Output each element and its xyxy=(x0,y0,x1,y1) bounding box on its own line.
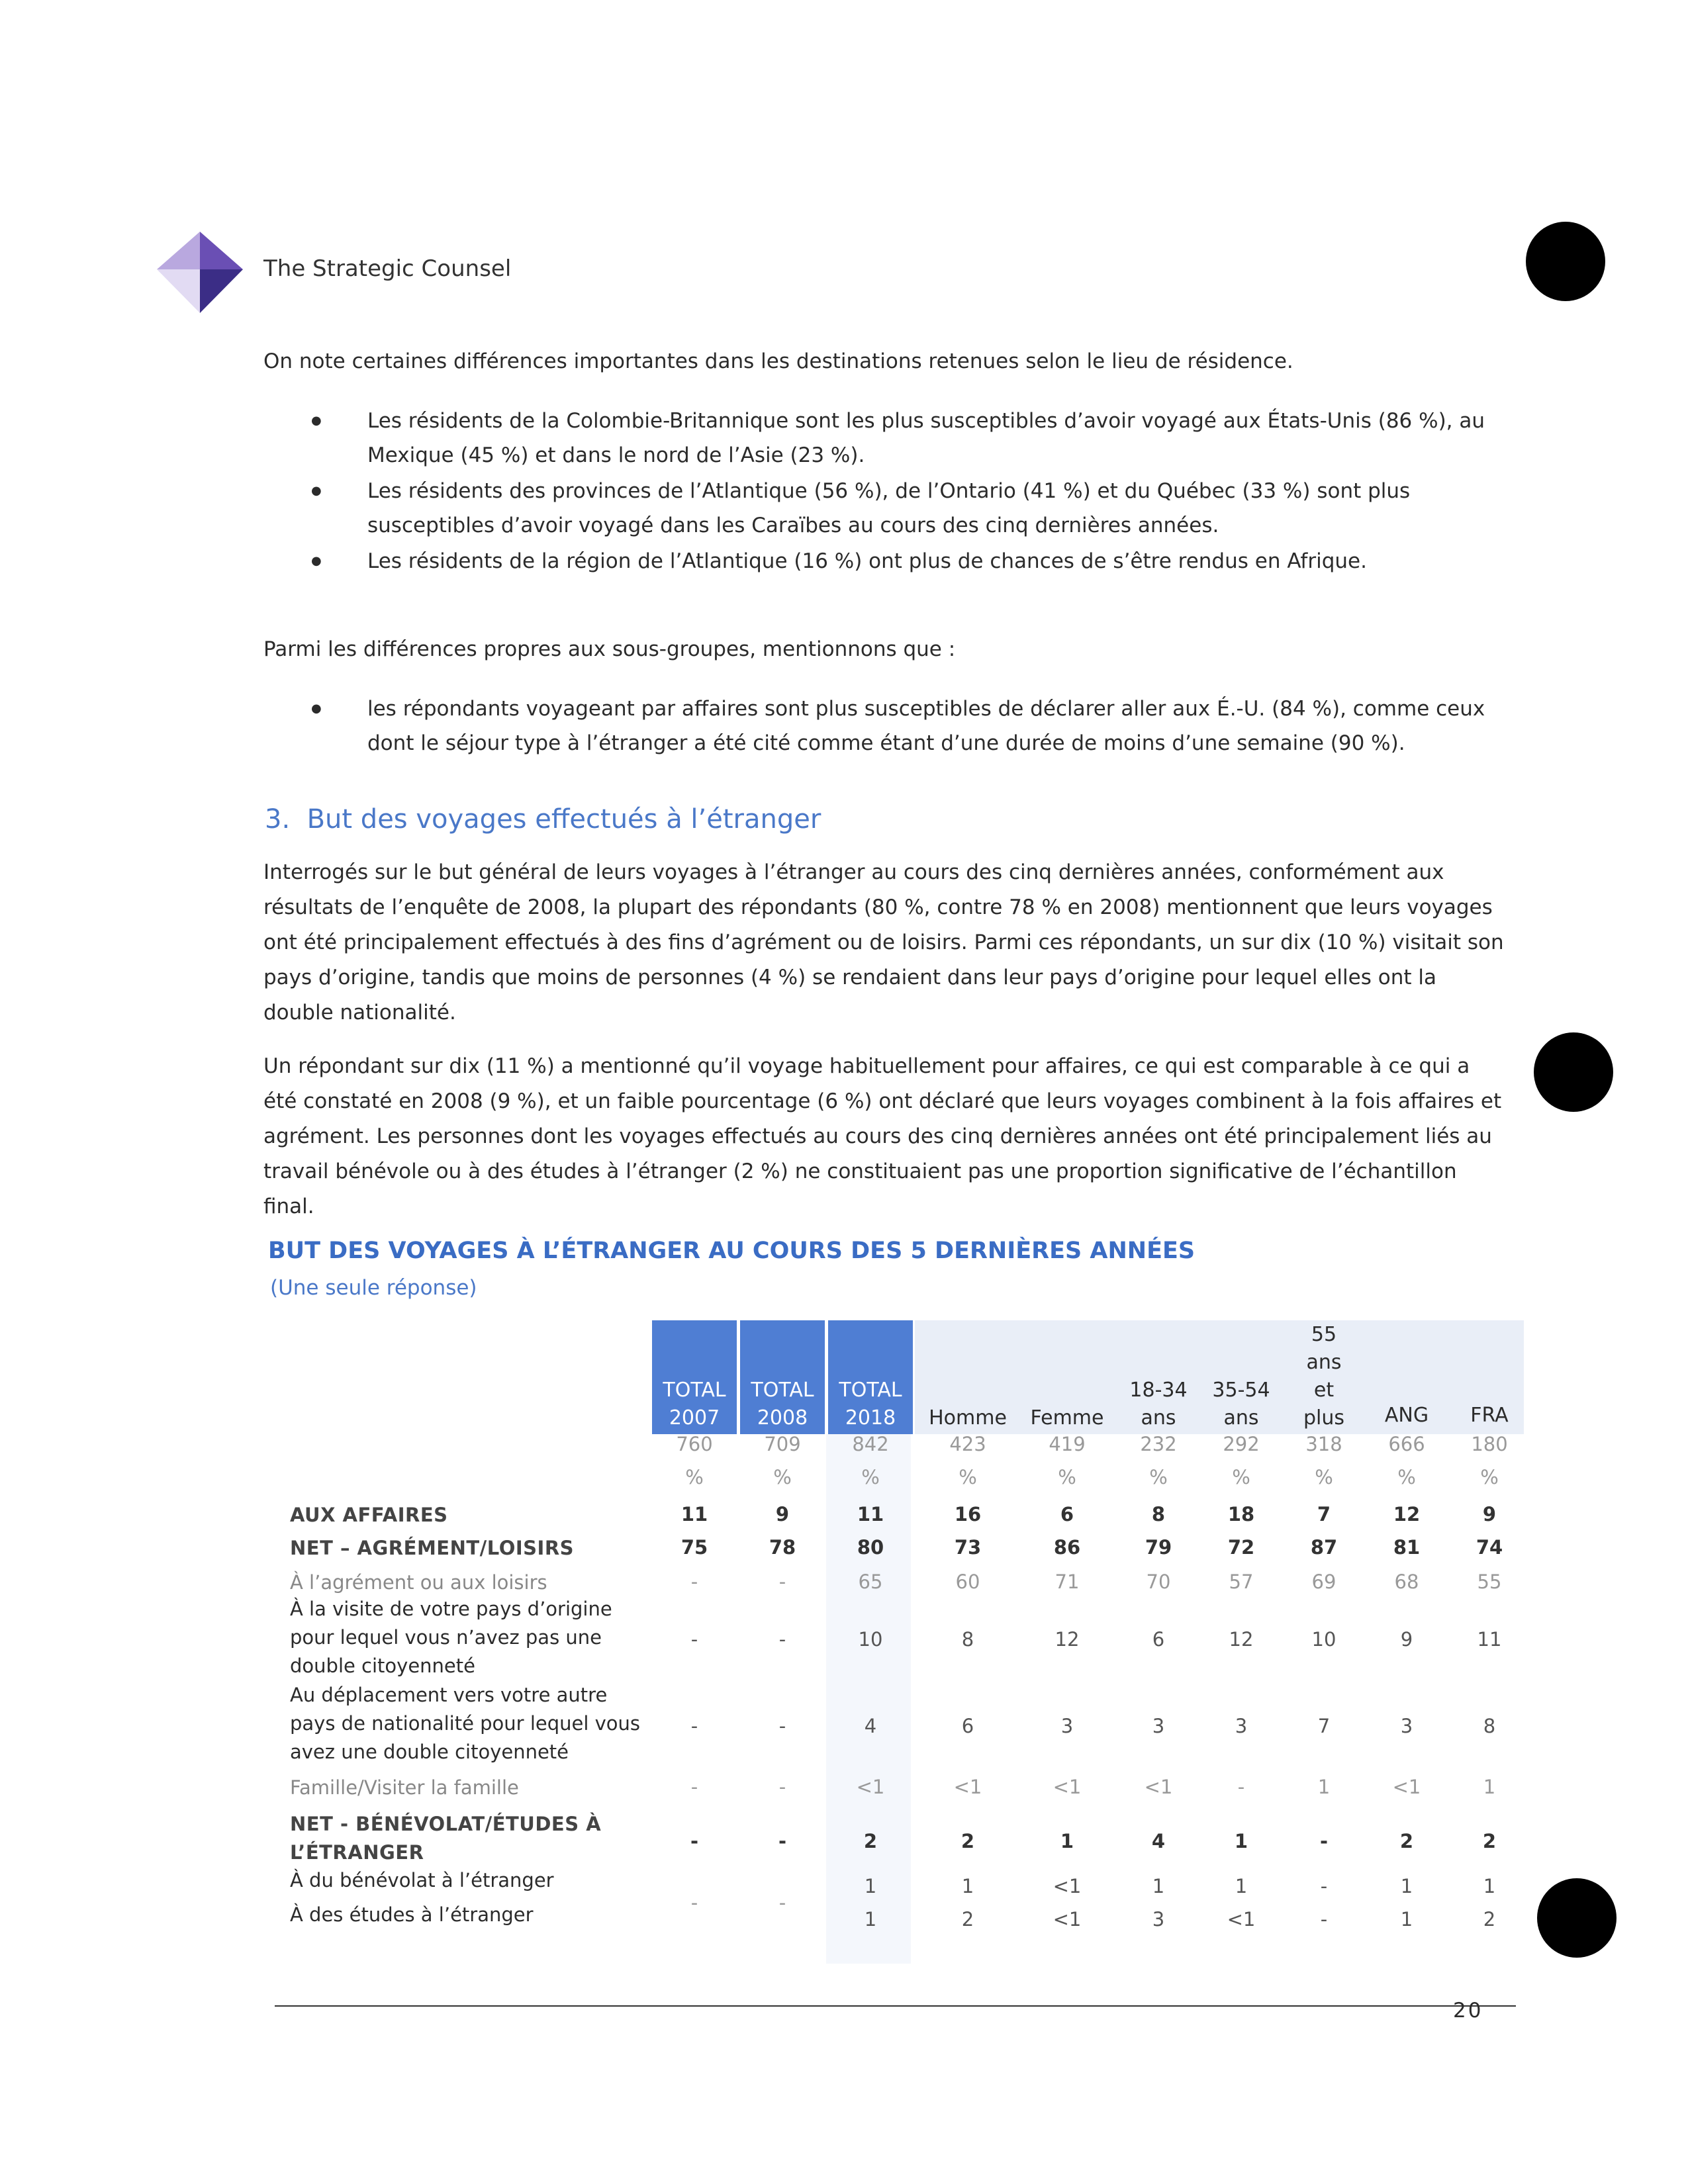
table-cell: 70 xyxy=(1146,1570,1171,1593)
table-cell: 78 xyxy=(769,1536,796,1559)
table-cell: 68 xyxy=(1394,1570,1419,1593)
table-cell: 3 xyxy=(1152,1715,1165,1737)
col-header-fra: FRA xyxy=(1470,1404,1509,1427)
table-cell: 3 xyxy=(1152,1908,1165,1931)
table-cell: - xyxy=(690,1628,698,1651)
table-cell: 1 xyxy=(1483,1875,1496,1897)
table-cell: 2 xyxy=(1482,1830,1497,1852)
list-item: ● Les résidents des provinces de l’Atlantique (56 %), de l’Ontario (41 %) et du Québec (33 %) sont plus susceptibles d’avoir voyagé dans les Caraïbes au cours des cinq dernières années. xyxy=(311,474,1496,543)
table-cell: <1 xyxy=(953,1776,982,1798)
col-header-35-54: 35-54 ans xyxy=(1212,1379,1270,1430)
percent-symbol: % xyxy=(1315,1466,1333,1488)
table-cell: 2 xyxy=(961,1830,975,1852)
table-cell: 1 xyxy=(864,1908,877,1931)
table-cell: - xyxy=(778,1891,786,1914)
table-cell: 2 xyxy=(1399,1830,1414,1852)
table-cell: 1 xyxy=(961,1875,974,1897)
table-cell: 9 xyxy=(1400,1628,1413,1651)
col-header-total-2007: TOTAL 2007 xyxy=(663,1379,726,1430)
punch-hole-middle xyxy=(1534,1032,1613,1112)
table-cell: - xyxy=(690,1715,698,1737)
col-header-55-plus: 55 ans et plus xyxy=(1303,1323,1345,1430)
table-cell: 1 xyxy=(1483,1776,1496,1798)
row-label: À la visite de votre pays d’origine pour lequel vous n’avez pas une double citoyenneté xyxy=(290,1598,612,1677)
table-cell: 75 xyxy=(680,1536,708,1559)
table-cell: 79 xyxy=(1145,1536,1172,1559)
col-header-18-34: 18-34 ans xyxy=(1129,1379,1188,1430)
percent-symbol: % xyxy=(1149,1466,1168,1488)
table-cell: 3 xyxy=(1235,1715,1248,1737)
table-cell: 1 xyxy=(1060,1830,1074,1852)
subgroups-intro: Parmi les différences propres aux sous-groupes, mentionnons que : xyxy=(263,637,956,661)
table-cell: 1 xyxy=(1400,1908,1413,1931)
table-cell: 10 xyxy=(1311,1628,1336,1651)
table-cell: 6 xyxy=(1152,1628,1165,1651)
table-cell: 65 xyxy=(858,1570,883,1593)
table-cell: <1 xyxy=(1053,1776,1082,1798)
table-cell: 7 xyxy=(1317,1715,1331,1737)
col-header-total-2018: TOTAL 2018 xyxy=(839,1379,902,1430)
table-cell: 72 xyxy=(1227,1536,1255,1559)
table-cell: 1 xyxy=(1234,1830,1248,1852)
base-count: 423 xyxy=(949,1433,986,1455)
table-cell: 4 xyxy=(864,1715,877,1737)
table-cell: 60 xyxy=(955,1570,980,1593)
table-cell: 18 xyxy=(1227,1503,1255,1525)
col-header-ang: ANG xyxy=(1384,1404,1429,1427)
base-count: 180 xyxy=(1471,1433,1508,1455)
table-cell: - xyxy=(778,1570,786,1593)
body-paragraph-2: Un répondant sur dix (11 %) a mentionné qu’il voyage habituellement pour affaires, ce qui est comparable à ce qui a été constaté en 2008 (9 %), et un faible pourcentage (6 %) ont déclaré que leurs voyages combinent à la fois affaires et agrément. Les personnes dont les voyages effectués au cours des cinq dernières années ont été principalement liés au travail bénévole ou à des études à l’étranger (2 %) ne constituaient pas une proportion significative de l’échantillon final. xyxy=(263,1054,1502,1218)
footer-divider xyxy=(275,2005,1516,2007)
table-cell: 9 xyxy=(1482,1503,1497,1525)
table-cell: 11 xyxy=(1477,1628,1502,1651)
page-number: 20 xyxy=(1453,1999,1483,2023)
list-item: ● Les résidents de la région de l’Atlantique (16 %) ont plus de chances de s’être rendus en Afrique. xyxy=(311,544,1496,578)
table-cell: <1 xyxy=(1053,1875,1082,1897)
table-cell: 80 xyxy=(857,1536,884,1559)
table-cell: 6 xyxy=(1060,1503,1074,1525)
table-cell: - xyxy=(778,1776,786,1798)
table-cell: 8 xyxy=(1151,1503,1166,1525)
table-cell: 12 xyxy=(1393,1503,1421,1525)
base-count: 318 xyxy=(1305,1433,1342,1455)
section-heading xyxy=(265,804,821,835)
percent-symbol: % xyxy=(685,1466,704,1488)
col-header-total-2008: TOTAL 2008 xyxy=(751,1379,814,1430)
table-cell: - xyxy=(778,1715,786,1737)
percent-symbol: % xyxy=(1480,1466,1499,1488)
table-cell: 1 xyxy=(864,1875,877,1897)
table-cell: 1 xyxy=(1400,1875,1413,1897)
table-cell: 57 xyxy=(1229,1570,1254,1593)
table-subtitle: (Une seule réponse) xyxy=(270,1276,477,1300)
intro-paragraph: On note certaines différences importantes dans les destinations retenues selon le lieu de résidence. xyxy=(263,349,1293,373)
table-cell: 1 xyxy=(1152,1875,1165,1897)
residence-bullet-list xyxy=(311,404,1496,580)
table-cell: - xyxy=(778,1628,786,1651)
table-cell: 11 xyxy=(857,1503,884,1525)
percent-symbol: % xyxy=(861,1466,880,1488)
list-item: ● Les résidents de la Colombie-Britannique sont les plus susceptibles d’avoir voyagé aux États-Unis (86 %), au Mexique (45 %) et dans le nord de l’Asie (23 %). xyxy=(311,404,1496,473)
row-label: À l’agrément ou aux loisirs xyxy=(290,1571,547,1594)
table-cell: 16 xyxy=(954,1503,982,1525)
table-cell: 1 xyxy=(1317,1776,1331,1798)
table-cell: 71 xyxy=(1055,1570,1080,1593)
table-cell: 73 xyxy=(954,1536,982,1559)
base-count: 709 xyxy=(764,1433,801,1455)
row-label: Famille/Visiter la famille xyxy=(290,1776,519,1799)
punch-hole-bottom xyxy=(1537,1878,1617,1958)
percent-symbol: % xyxy=(1232,1466,1250,1488)
list-item: ● les répondants voyageant par affaires sont plus susceptibles de déclarer aller aux É.-U. (84 %), comme ceux dont le séjour type à l’étranger a été cité comme étant d’une durée de moins d’une semaine (90 %). xyxy=(311,692,1496,760)
table-cell: 1 xyxy=(1235,1875,1248,1897)
table-cell: 69 xyxy=(1311,1570,1336,1593)
table-cell: 55 xyxy=(1477,1570,1502,1593)
table-cell: 8 xyxy=(961,1628,974,1651)
table-cell: 4 xyxy=(1151,1830,1166,1852)
subgroups-bullet-list xyxy=(311,692,1496,762)
logo-text: The Strategic Counsel xyxy=(263,255,512,282)
punch-hole-top xyxy=(1526,222,1605,301)
table-cell: 2 xyxy=(1483,1908,1496,1931)
row-label: NET – AGRÉMENT/LOISIRS xyxy=(290,1537,575,1559)
table-cell: 86 xyxy=(1053,1536,1081,1559)
base-count: 666 xyxy=(1388,1433,1425,1455)
table-cell: 9 xyxy=(775,1503,790,1525)
base-count: 292 xyxy=(1223,1433,1260,1455)
base-count: 419 xyxy=(1049,1433,1086,1455)
table-cell: 8 xyxy=(1483,1715,1496,1737)
table-cell: 12 xyxy=(1055,1628,1080,1651)
percent-symbol: % xyxy=(773,1466,792,1488)
section-title: But des voyages effectués à l’étranger xyxy=(306,804,821,835)
row-label: À des études à l’étranger xyxy=(290,1903,534,1926)
table-cell: - xyxy=(1320,1908,1328,1931)
table-cell: <1 xyxy=(1227,1908,1256,1931)
table-cell: - xyxy=(690,1570,698,1593)
body-paragraph-1: Interrogés sur le but général de leurs voyages à l’étranger au cours des cinq dernières années, conformément aux résultats de l’enquête de 2008, la plupart des répondants (80 %, contre 78 % en 2008) mentionnent que leurs voyages ont été principalement effectués à des fins d’agrément ou de loisirs. Parmi ces répondants, un sur dix (10 %) visitait son pays d’origine, tandis que moins de personnes (4 %) se rendaient dans leur pays d’origine pour lequel elles ont la double nationalité. xyxy=(263,860,1504,1024)
percent-symbol: % xyxy=(1058,1466,1076,1488)
table-cell: 87 xyxy=(1310,1536,1338,1559)
table-cell: 3 xyxy=(1400,1715,1413,1737)
table-cell: - xyxy=(1237,1776,1245,1798)
col-header-femme: Femme xyxy=(1030,1406,1104,1430)
table-cell: - xyxy=(778,1830,787,1852)
table-cell: <1 xyxy=(1053,1908,1082,1931)
row-label: NET - BÉNÉVOLAT/ÉTUDES À L’ÉTRANGER xyxy=(290,1813,602,1864)
table-cell: 11 xyxy=(680,1503,708,1525)
section-number: 3. xyxy=(265,804,291,835)
row-label: Au déplacement vers votre autre pays de nationalité pour lequel vous avez une double citoyenneté xyxy=(290,1684,641,1763)
base-count: 760 xyxy=(676,1433,713,1455)
table-cell: - xyxy=(690,1830,699,1852)
table-cell: <1 xyxy=(856,1776,885,1798)
base-count: 842 xyxy=(852,1433,889,1455)
row-label: AUX AFFAIRES xyxy=(290,1504,448,1526)
percent-symbol: % xyxy=(1397,1466,1416,1488)
table-cell: - xyxy=(1319,1830,1329,1852)
table-cell: <1 xyxy=(1392,1776,1421,1798)
table-cell: - xyxy=(1320,1875,1328,1897)
table-title: BUT DES VOYAGES À L’ÉTRANGER AU COURS DES 5 DERNIÈRES ANNÉES xyxy=(268,1238,1196,1264)
percent-symbol: % xyxy=(959,1466,977,1488)
table-cell: <1 xyxy=(1144,1776,1173,1798)
base-count: 232 xyxy=(1140,1433,1177,1455)
table-cell: 2 xyxy=(863,1830,878,1852)
table-cell: 81 xyxy=(1393,1536,1421,1559)
logo-icon xyxy=(154,228,246,318)
row-label: À du bénévolat à l’étranger xyxy=(290,1869,554,1891)
table-cell: 7 xyxy=(1317,1503,1331,1525)
table-cell: 3 xyxy=(1060,1715,1074,1737)
col-header-homme: Homme xyxy=(929,1406,1007,1430)
table-cell: - xyxy=(690,1891,698,1914)
table-cell: 2 xyxy=(961,1908,974,1931)
table-cell: 74 xyxy=(1476,1536,1503,1559)
table-cell: - xyxy=(690,1776,698,1798)
table-cell: 6 xyxy=(961,1715,974,1737)
table-cell: 10 xyxy=(858,1628,883,1651)
table-cell: 12 xyxy=(1229,1628,1254,1651)
